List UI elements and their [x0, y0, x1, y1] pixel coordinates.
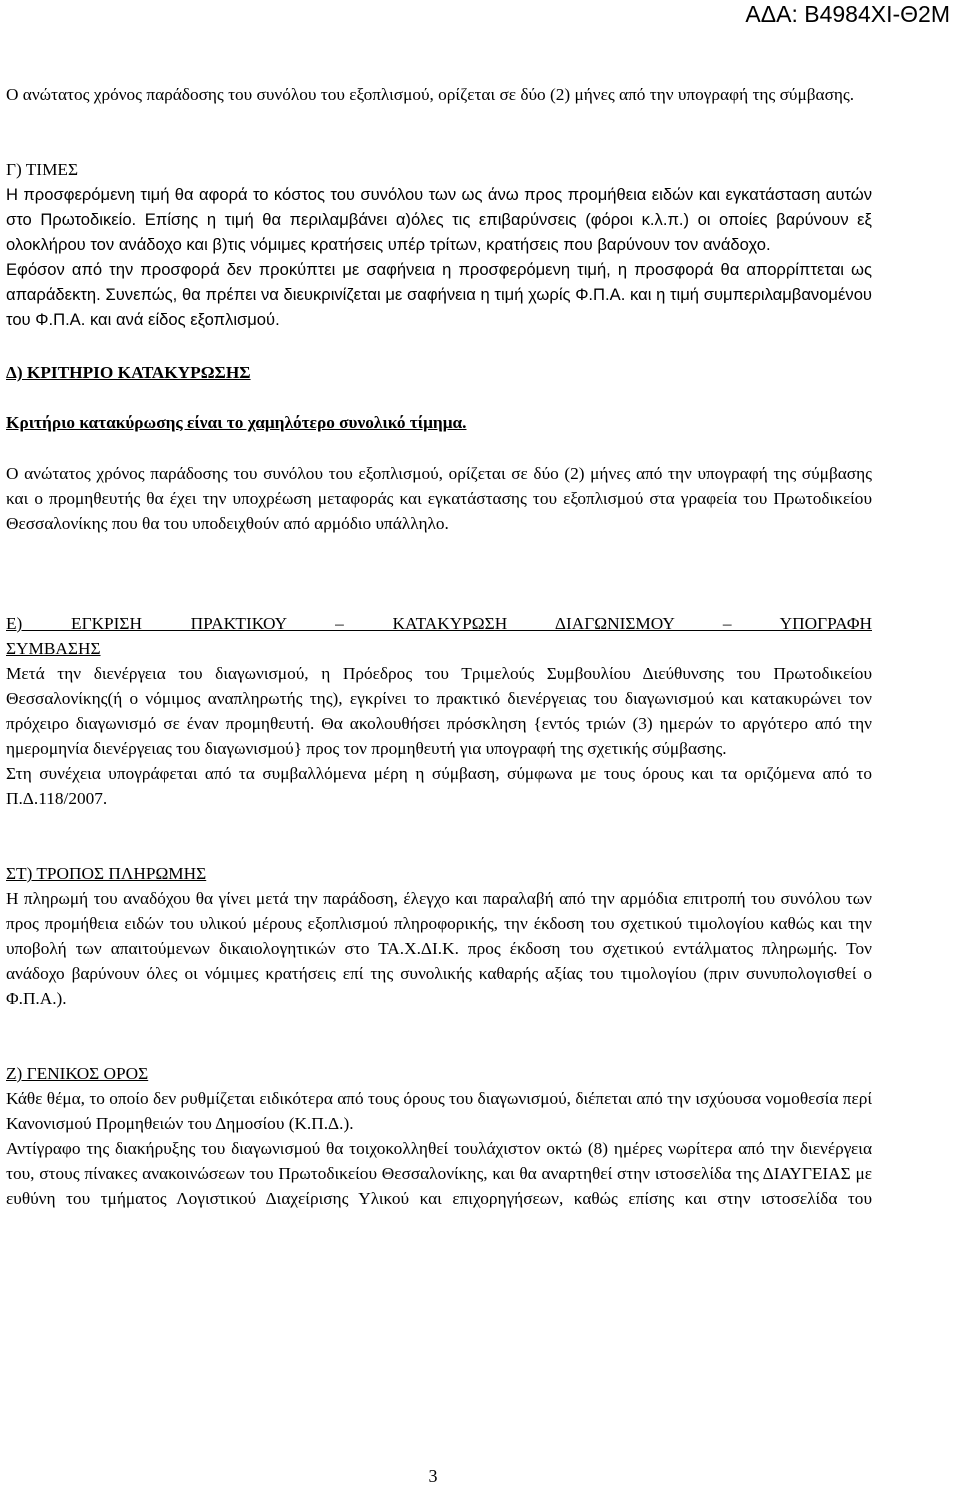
- intro-paragraph: Ο ανώτατος χρόνος παράδοσης του συνόλου του εξοπλισμού, ορίζεται σε δύο (2) μήνες από την υπογραφή της σύμβασης.: [6, 85, 855, 104]
- section-g-paragraph-1: Η προσφερόμενη τιμή θα αφορά το κόστος του συνόλου των ως άνω προς προμήθεια ειδών και εγκατάσταση αυτών στο Πρωτοδικείο. Επίσης η τιμή θα περιλαμβάνει α)όλες τις επιβαρύνσεις (φόροι κ.λ.π.) οι οποίες βαρύνουν εξ ολοκλήρου τον ανάδοχο και β)τις νόμιμες κρατήσεις υπέρ τρίτων, κρατήσεις που βαρύνουν τον ανάδοχο.: [6, 185, 872, 254]
- section-z-paragraph-1: Κάθε θέμα, το οποίο δεν ρυθμίζεται ειδικότερα από τους όρους του διαγωνισμού, διέπεται από την ισχύουσα νομοθεσία περί Κανονισμού Προμηθειών του Δημοσίου (Κ.Π.Δ.).: [6, 1089, 872, 1133]
- section-e-paragraph-2: Στη συνέχεια υπογράφεται από τα συμβαλλόμενα μέρη η σύμβαση, σύμφωνα με τους όρους και τα οριζόμενα από το Π.Δ.118/2007.: [6, 764, 872, 808]
- page-number: 3: [428, 1466, 438, 1486]
- section-e-paragraph-1: Μετά την διενέργεια του διαγωνισμού, η Πρόεδρος του Τριμελούς Συμβουλίου Διεύθυνσης του Πρωτοδικείου Θεσσαλονίκης(ή ο νόμιμος αναπληρωτής της), εγκρίνει το πρακτικό διενέργειας του διαγωνισμού και κατακυρώνει τον πρόχειρο διαγωνισμό σε έναν προμηθευτή. Θα ακολουθήσει πρόσκληση {εντός τριών (3) ημερών το αργότερο από την ημερομηνία διενέργειας του διαγωνισμού} προς τον προμηθευτή για υπογραφή της σχετικής σύμβασης.: [6, 664, 872, 758]
- award-criterion: Κριτήριο κατακύρωσης είναι το χαμηλότερο συνολικό τίμημα.: [6, 413, 467, 432]
- section-g-paragraph-2: Εφόσον από την προσφορά δεν προκύπτει με σαφήνεια η προσφερόμενη τιμή, η προσφορά θα απορρίπτεται ως απαράδεκτη. Συνεπώς, θα πρέπει να διευκρινίζεται με σαφήνεια η τιμή χωρίς Φ.Π.Α. και η τιμή συμπεριλαμβανομένου του Φ.Π.Α. και ανά είδος εξοπλισμού.: [6, 260, 872, 329]
- section-z-heading: Ζ) ΓΕΝΙΚΟΣ ΟΡΟΣ: [6, 1064, 149, 1083]
- document-body: [6, 82, 872, 1211]
- section-st-paragraph: Η πληρωμή του αναδόχου θα γίνει μετά την παράδοση, έλεγχο και παραλαβή από την αρμόδια επιτροπή του συνόλου των προς προμήθεια ειδών του υλικού μέρους εξοπλισμού πληροφορικής, την έκδοση του σχετικού τιμολογίου καθώς και την υποβολή των απαιτούμενων δικαιολογητικών στο ΤΑ.Χ.ΔΙ.Κ. προς έκδοση του σχετικού εντάλματος πληρωμής. Τον ανάδοχο βαρύνουν όλες οι νόμιμες κρατήσεις επί της συνολικής καθαρής αξίας του τιμολογίου (πριν συνυπολογισθεί ο Φ.Π.Α.).: [6, 889, 872, 1008]
- section-z-paragraph-2: Αντίγραφο της διακήρυξης του διαγωνισμού θα τοιχοκολληθεί τουλάχιστον οκτώ (8) ημέρες νωρίτερα από την διενέργεια του, στους πίνακες ανακοινώσεων του Πρωτοδικείου Θεσσαλονίκης, και θα αναρτηθεί στην ιστοσελίδα της ΔΙΑΥΓΕΙΑΣ με ευθύνη του τμήματος Λογιστικού Διαχείρισης Υλικού και επιχορηγήσεων, καθώς επίσης και στην ιστοσελίδα του: [6, 1139, 872, 1208]
- section-st-heading: ΣΤ) ΤΡΟΠΟΣ ΠΛΗΡΩΜΗΣ: [6, 864, 207, 883]
- section-d-paragraph: Ο ανώτατος χρόνος παράδοσης του συνόλου του εξοπλισμού, ορίζεται σε δύο (2) μήνες από την υπογραφή της σύμβασης και ο προμηθευτής θα έχει την υποχρέωση μεταφοράς και εγκατάστασης του εξοπλισμού στα γραφεία του Πρωτοδικείου Θεσσαλονίκης που θα του υποδειχθούν από αρμόδιο υπάλληλο.: [6, 464, 872, 533]
- section-e-heading-cont: ΣΥΜΒΑΣΗΣ: [6, 639, 101, 658]
- section-g-heading: Γ) ΤΙΜΕΣ: [6, 160, 79, 179]
- section-e-heading: Ε) ΕΓΚΡΙΣΗ ΠΡΑΚΤΙΚΟΥ – ΚΑΤΑΚΥΡΩΣΗ ΔΙΑΓΩΝΙΣΜΟΥ – ΥΠΟΓΡΑΦΗ: [6, 614, 872, 633]
- ada-code: ΑΔΑ: Β4984ΧΙ-Θ2Μ: [745, 1, 950, 27]
- section-d-heading: Δ) ΚΡΙΤΗΡΙΟ ΚΑΤΑΚΥΡΩΣΗΣ: [6, 363, 251, 382]
